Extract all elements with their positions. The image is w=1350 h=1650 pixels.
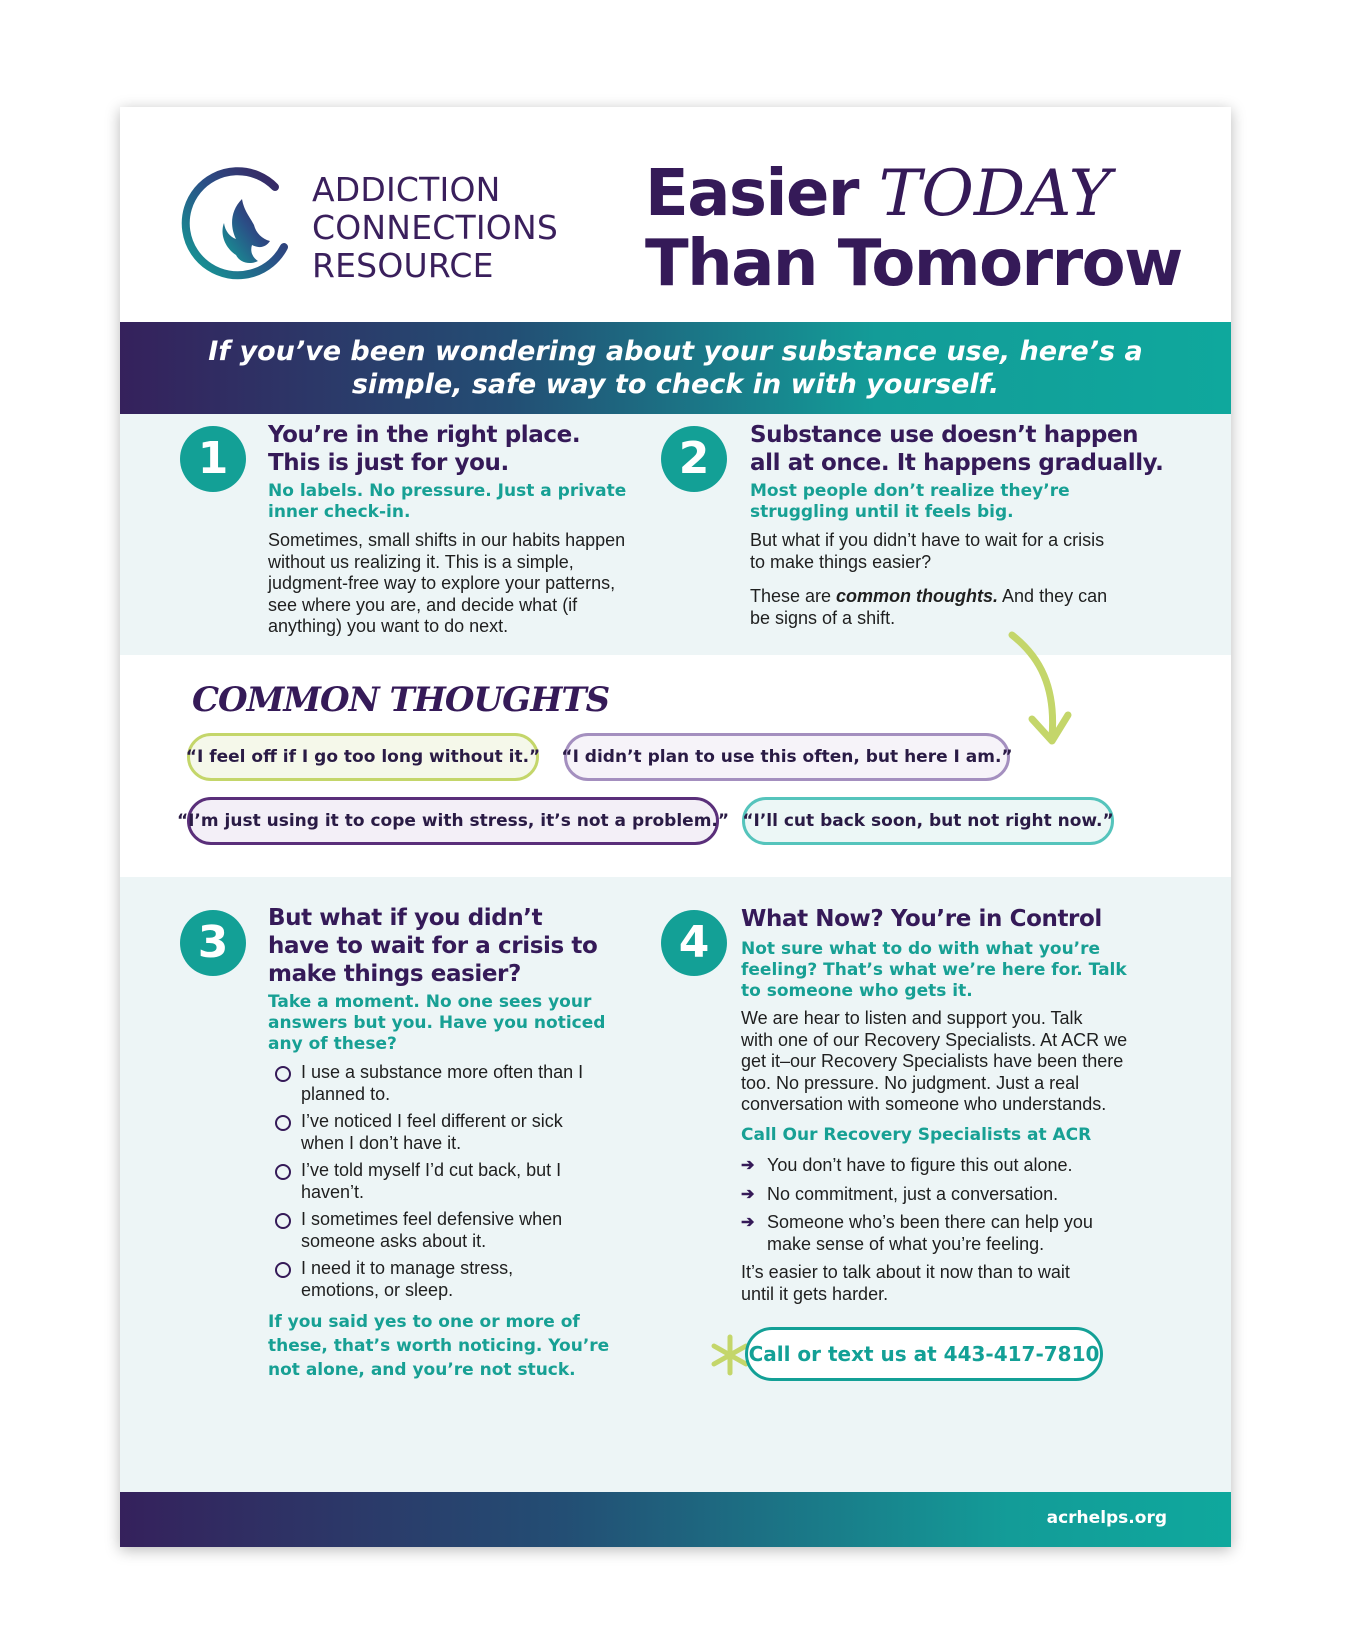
section4-body bbox=[741, 1008, 1127, 1116]
curved-arrow-icon bbox=[1000, 627, 1080, 752]
body-text: These are bbox=[750, 586, 837, 606]
bullet-item bbox=[741, 1212, 1121, 1255]
flyer-page bbox=[120, 107, 1231, 1547]
intro-banner bbox=[120, 322, 1231, 414]
checklist-text: I use a substance more often than I bbox=[301, 1062, 584, 1082]
sub-line: struggling until it feels big. bbox=[750, 502, 1014, 522]
checklist-item[interactable] bbox=[275, 1258, 655, 1301]
body-text: And they can bbox=[998, 586, 1108, 606]
checklist-text: planned to. bbox=[301, 1083, 391, 1104]
section4-subheading bbox=[741, 939, 1127, 1002]
checkbox-circle-icon[interactable] bbox=[275, 1164, 291, 1180]
closing-line: these, that’s worth noticing. You’re bbox=[268, 1336, 610, 1356]
org-name-line: RESOURCE bbox=[312, 246, 494, 285]
checklist-text: haven’t. bbox=[301, 1181, 365, 1202]
thought-pill: “I’ll cut back soon, but not right now.” bbox=[742, 797, 1114, 845]
bullet-text: Someone who’s been there can help you bbox=[767, 1212, 1093, 1232]
sub-line: Take a moment. No one sees your bbox=[268, 992, 592, 1012]
body-line: to make things easier? bbox=[750, 551, 932, 572]
section1-heading bbox=[268, 421, 580, 477]
checklist-item[interactable] bbox=[275, 1209, 655, 1252]
banner-line: simple, safe way to check in with yourself. bbox=[351, 369, 1000, 400]
sub-line: Not sure what to do with what you’re bbox=[741, 939, 1101, 959]
org-name-line: ADDICTION bbox=[312, 170, 501, 209]
section2-body2 bbox=[750, 586, 1107, 629]
sub-line: Most people don’t realize they’re bbox=[750, 481, 1070, 501]
sub-line: inner check-in. bbox=[268, 502, 411, 522]
org-name bbox=[312, 171, 558, 285]
step-number-4: 4 bbox=[661, 910, 727, 976]
checklist-text: I sometimes feel defensive when bbox=[301, 1209, 563, 1229]
body-line: Sometimes, small shifts in our habits happen bbox=[268, 530, 626, 550]
common-thoughts-title: COMMON THOUGHTS bbox=[192, 680, 610, 720]
title-line2: Than Tomorrow bbox=[645, 227, 1182, 301]
section3-subheading bbox=[268, 992, 605, 1055]
body-line: conversation with someone who understands. bbox=[741, 1094, 1107, 1114]
closing-line: until it gets harder. bbox=[741, 1283, 889, 1304]
page-title bbox=[645, 159, 1182, 299]
heading-line: have to wait for a crisis to bbox=[268, 933, 598, 959]
body-line: without us realizing it. This is a simple, bbox=[268, 551, 574, 572]
heading-line: Substance use doesn’t happen bbox=[750, 422, 1139, 448]
bullet-item bbox=[741, 1155, 1121, 1177]
step-number-1: 1 bbox=[180, 426, 246, 492]
thought-pill: “I’m just using it to cope with stress, it’s not a problem.” bbox=[187, 797, 719, 845]
checklist-text: when I don’t have it. bbox=[301, 1132, 462, 1153]
body-line: But what if you didn’t have to wait for a crisis bbox=[750, 530, 1105, 550]
call-heading: Call Our Recovery Specialists at ACR bbox=[741, 1125, 1092, 1145]
body-emphasis: common thoughts. bbox=[836, 586, 999, 606]
body-line: see where you are, and decide what (if bbox=[268, 594, 578, 615]
section4-closing bbox=[741, 1262, 1070, 1305]
bullet-text: You don’t have to figure this out alone. bbox=[767, 1155, 1073, 1175]
heading-line: all at once. It happens gradually. bbox=[750, 450, 1164, 476]
section2-heading bbox=[750, 421, 1164, 477]
title-today: TODAY bbox=[878, 157, 1112, 231]
body-line: We are hear to listen and support you. Talk bbox=[741, 1008, 1083, 1028]
heading-line: But what if you didn’t bbox=[268, 905, 543, 931]
closing-line: If you said yes to one or more of bbox=[268, 1312, 580, 1332]
checkbox-circle-icon[interactable] bbox=[275, 1262, 291, 1278]
sub-line: any of these? bbox=[268, 1034, 397, 1054]
thought-pill: “I feel off if I go too long without it.” bbox=[187, 733, 539, 781]
sub-line: feeling? That’s what we’re here for. Talk bbox=[741, 960, 1127, 980]
section2-subheading bbox=[750, 481, 1070, 523]
checklist-text: I need it to manage stress, bbox=[301, 1258, 514, 1278]
checklist-item[interactable] bbox=[275, 1062, 655, 1105]
bullet-item bbox=[741, 1184, 1121, 1206]
checkbox-circle-icon[interactable] bbox=[275, 1213, 291, 1229]
bullet-text: make sense of what you’re feeling. bbox=[767, 1233, 1045, 1254]
checklist-item[interactable] bbox=[275, 1111, 655, 1154]
website-link[interactable]: acrhelps.org bbox=[1046, 1508, 1167, 1528]
closing-line: It’s easier to talk about it now than to wait bbox=[741, 1262, 1070, 1282]
title-part: Easier bbox=[645, 157, 879, 231]
checklist-text: I’ve noticed I feel different or sick bbox=[301, 1111, 563, 1131]
heading-line: This is just for you. bbox=[268, 450, 509, 476]
sub-line: No labels. No pressure. Just a private bbox=[268, 481, 627, 501]
checklist-text: emotions, or sleep. bbox=[301, 1279, 454, 1300]
footer-bar bbox=[120, 1492, 1231, 1547]
section3-closing bbox=[268, 1310, 609, 1382]
org-name-line: CONNECTIONS bbox=[312, 208, 558, 247]
step-number-3: 3 bbox=[180, 910, 246, 976]
section1-body bbox=[268, 530, 625, 638]
heading-line: make things easier? bbox=[268, 961, 521, 987]
checklist-item[interactable] bbox=[275, 1160, 655, 1203]
arrow-right-icon: ➔ bbox=[741, 1186, 755, 1203]
section4-heading: What Now? You’re in Control bbox=[741, 906, 1102, 932]
body-line: anything) you want to do next. bbox=[268, 616, 509, 636]
checkbox-circle-icon[interactable] bbox=[275, 1115, 291, 1131]
body-line: too. No pressure. No judgment. Just a real bbox=[741, 1072, 1080, 1093]
step-number-2: 2 bbox=[661, 426, 727, 492]
body-line: with one of our Recovery Specialists. At ACR we bbox=[741, 1029, 1128, 1050]
body-line: get it–our Recovery Specialists have been there bbox=[741, 1051, 1124, 1071]
body-line: judgment-free way to explore your patterns, bbox=[268, 573, 616, 593]
sub-line: answers but you. Have you noticed bbox=[268, 1013, 606, 1033]
body-line: be signs of a shift. bbox=[750, 607, 896, 628]
banner-line: If you’ve been wondering about your substance use, here’s a bbox=[208, 336, 1143, 367]
checkbox-circle-icon[interactable] bbox=[275, 1066, 291, 1082]
arrow-right-icon: ➔ bbox=[741, 1214, 755, 1231]
arrow-right-icon: ➔ bbox=[741, 1157, 755, 1174]
section2-body1 bbox=[750, 530, 1104, 573]
thought-pill: “I didn’t plan to use this often, but here I am.” bbox=[564, 733, 1010, 781]
heading-line: You’re in the right place. bbox=[268, 422, 581, 448]
checklist-text: I’ve told myself I’d cut back, but I bbox=[301, 1160, 562, 1180]
phoenix-logo-icon bbox=[180, 167, 298, 285]
sub-line: to someone who gets it. bbox=[741, 981, 973, 1001]
section1-subheading bbox=[268, 481, 626, 523]
bullet-text: No commitment, just a conversation. bbox=[767, 1184, 1059, 1204]
checklist-text: someone asks about it. bbox=[301, 1230, 487, 1251]
section3-heading bbox=[268, 904, 597, 988]
closing-line: not alone, and you’re not stuck. bbox=[268, 1360, 576, 1380]
call-button[interactable]: Call or text us at 443-417-7810 bbox=[745, 1327, 1103, 1381]
